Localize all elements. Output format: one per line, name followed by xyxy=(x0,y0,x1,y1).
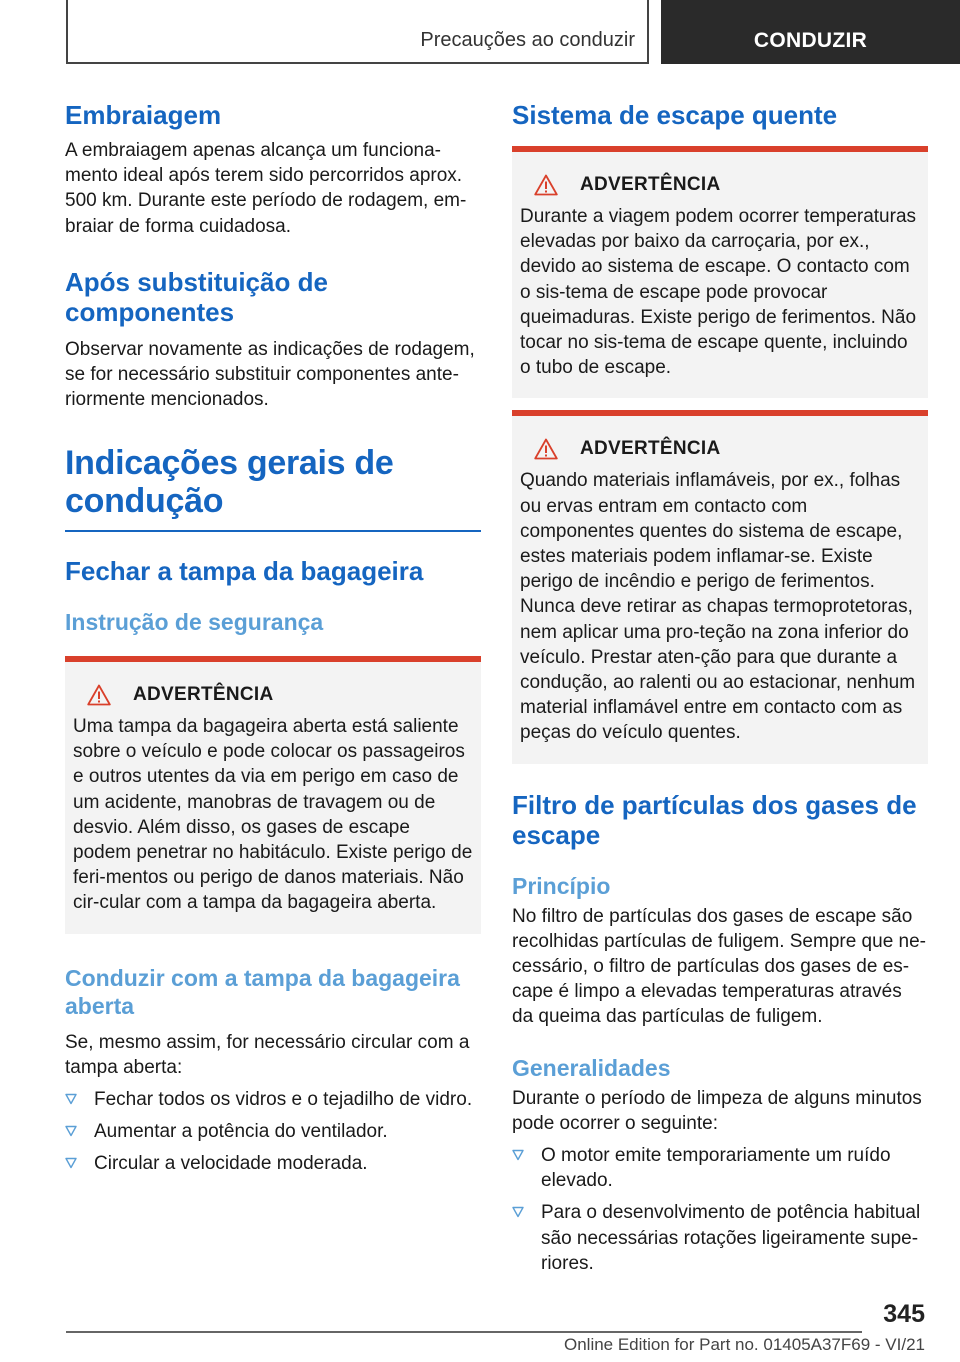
clutch-heading: Embraiagem xyxy=(65,100,222,130)
safety-heading: Instrução de segurança xyxy=(65,608,324,635)
page-number: 345 xyxy=(883,1300,925,1328)
header-chapter-tab xyxy=(661,0,960,64)
triangle-bullet-icon xyxy=(65,1093,77,1105)
warning-label: ADVERTÊNCIA xyxy=(580,174,721,195)
warning-label: ADVERTÊNCIA xyxy=(133,683,274,705)
left-column xyxy=(65,100,481,1177)
warning-text: Durante a viagem podem ocorrer temperaturas elevadas por baixo da carroçaria, por ex., devido ao sistema de escape. O contacto com o sis-tema de escape pode provocar queimaduras. Existe perigo de ferimentos. Não tocar no sis-tema de escape quente, incluindo o tubo de escape. xyxy=(520,206,917,379)
warning-text: Uma tampa da bagageira aberta está saliente sobre o veículo e pode colocar os passageiros e outros utentes da via em perigo em caso de um acidente, manobras de travagem ou de desvio. Além disso, os gases de escape podem penetrar no habitáculo. Existe perigo de feri-mentos ou perigo de danos materiais. Não cir-cular com a tampa da bagageira aberta. xyxy=(73,715,473,914)
warning-text: Quando materiais inflamáveis, por ex., folhas ou ervas entram em contacto com componentes quentes do sistema de escape, estes materiais podem inflamar-se. Existe perigo de incêndio e perigo de ferimentos. Nunca deve retirar as chapas termoprotetoras, nem aplicar uma pro-teção na zona inferior do veículo. Prestar aten-ção para que durante a condução, ao ralenti ou ao estacionar, nenhum material inflamável entre em contacto com as peças do veículo quentes. xyxy=(520,470,916,744)
triangle-bullet-icon xyxy=(65,1157,77,1169)
right-column xyxy=(512,100,928,1276)
warning-header xyxy=(520,438,920,460)
header-chapter-title: CONDUZIR xyxy=(753,29,868,52)
warning-triangle-icon xyxy=(534,174,558,196)
exhaust-warning-box-1 xyxy=(512,146,928,398)
list-item: Aumentar a potência do ventilador. xyxy=(65,1119,481,1144)
exhaust-warning-box-2 xyxy=(512,410,928,763)
tailgate-heading: Fechar a tampa da bagageira xyxy=(65,555,424,586)
triangle-bullet-icon xyxy=(65,1125,77,1137)
principle-text: No filtro de partículas dos gases de escape são recolhidas partículas de fuligem. Sempre que ne-cessário, o filtro de partículas dos gases de es-cape é limpo a elevadas temperaturas através da queima das partículas de fuligem. xyxy=(512,905,927,1028)
warning-triangle-icon xyxy=(87,684,111,706)
particle-filter-heading: Filtro de partículas dos gases de escape xyxy=(512,789,917,850)
warning-header xyxy=(520,174,920,196)
section-divider xyxy=(65,530,481,532)
triangle-bullet-icon xyxy=(512,1149,524,1161)
list-item: Circular a velocidade moderada. xyxy=(65,1151,481,1176)
open-tailgate-heading: Conduzir com a tampa da bagageira aberta xyxy=(65,964,460,1019)
warning-triangle-icon xyxy=(534,438,558,460)
triangle-bullet-icon xyxy=(512,1206,524,1218)
exhaust-heading: Sistema de escape quente xyxy=(512,100,838,130)
general-driving-heading: Indicações gerais de condução xyxy=(65,444,394,521)
open-tailgate-list xyxy=(65,1087,481,1177)
footer-divider xyxy=(66,1331,862,1333)
warning-label: ADVERTÊNCIA xyxy=(580,438,721,460)
replacement-text: Observar novamente as indicações de rodagem, se for necessário substituir componentes ante-riormente mencionados. xyxy=(65,338,475,411)
header-section-title: Precauções ao conduzir xyxy=(420,29,635,51)
clutch-text: A embraiagem apenas alcança um funciona-mento ideal após terem sido percorridos aprox. 500 km. Durante este período de rodagem, em-braiar de forma cuidadosa. xyxy=(65,140,467,237)
list-item: Para o desenvolvimento de potência habitual são necessárias rotações ligeiramente supe-riores. xyxy=(512,1200,928,1276)
list-item: Fechar todos os vidros e o tejadilho de vidro. xyxy=(65,1087,481,1112)
header-section-tab xyxy=(66,0,649,64)
generalities-text: Durante o período de limpeza de alguns minutos pode ocorrer o seguinte: xyxy=(512,1087,922,1134)
replacement-heading: Após substituição de componentes xyxy=(65,266,328,327)
generalities-list xyxy=(512,1143,928,1276)
open-tailgate-intro: Se, mesmo assim, for necessário circular com a tampa aberta: xyxy=(65,1031,470,1078)
list-item: O motor emite temporariamente um ruído elevado. xyxy=(512,1143,928,1193)
tailgate-warning-box xyxy=(65,656,481,934)
principle-heading: Princípio xyxy=(512,872,611,899)
generalities-heading: Generalidades xyxy=(512,1054,671,1081)
footer-edition: Online Edition for Part no. 01405A37F69 - VI/21 xyxy=(563,1335,925,1354)
warning-header xyxy=(73,684,473,706)
